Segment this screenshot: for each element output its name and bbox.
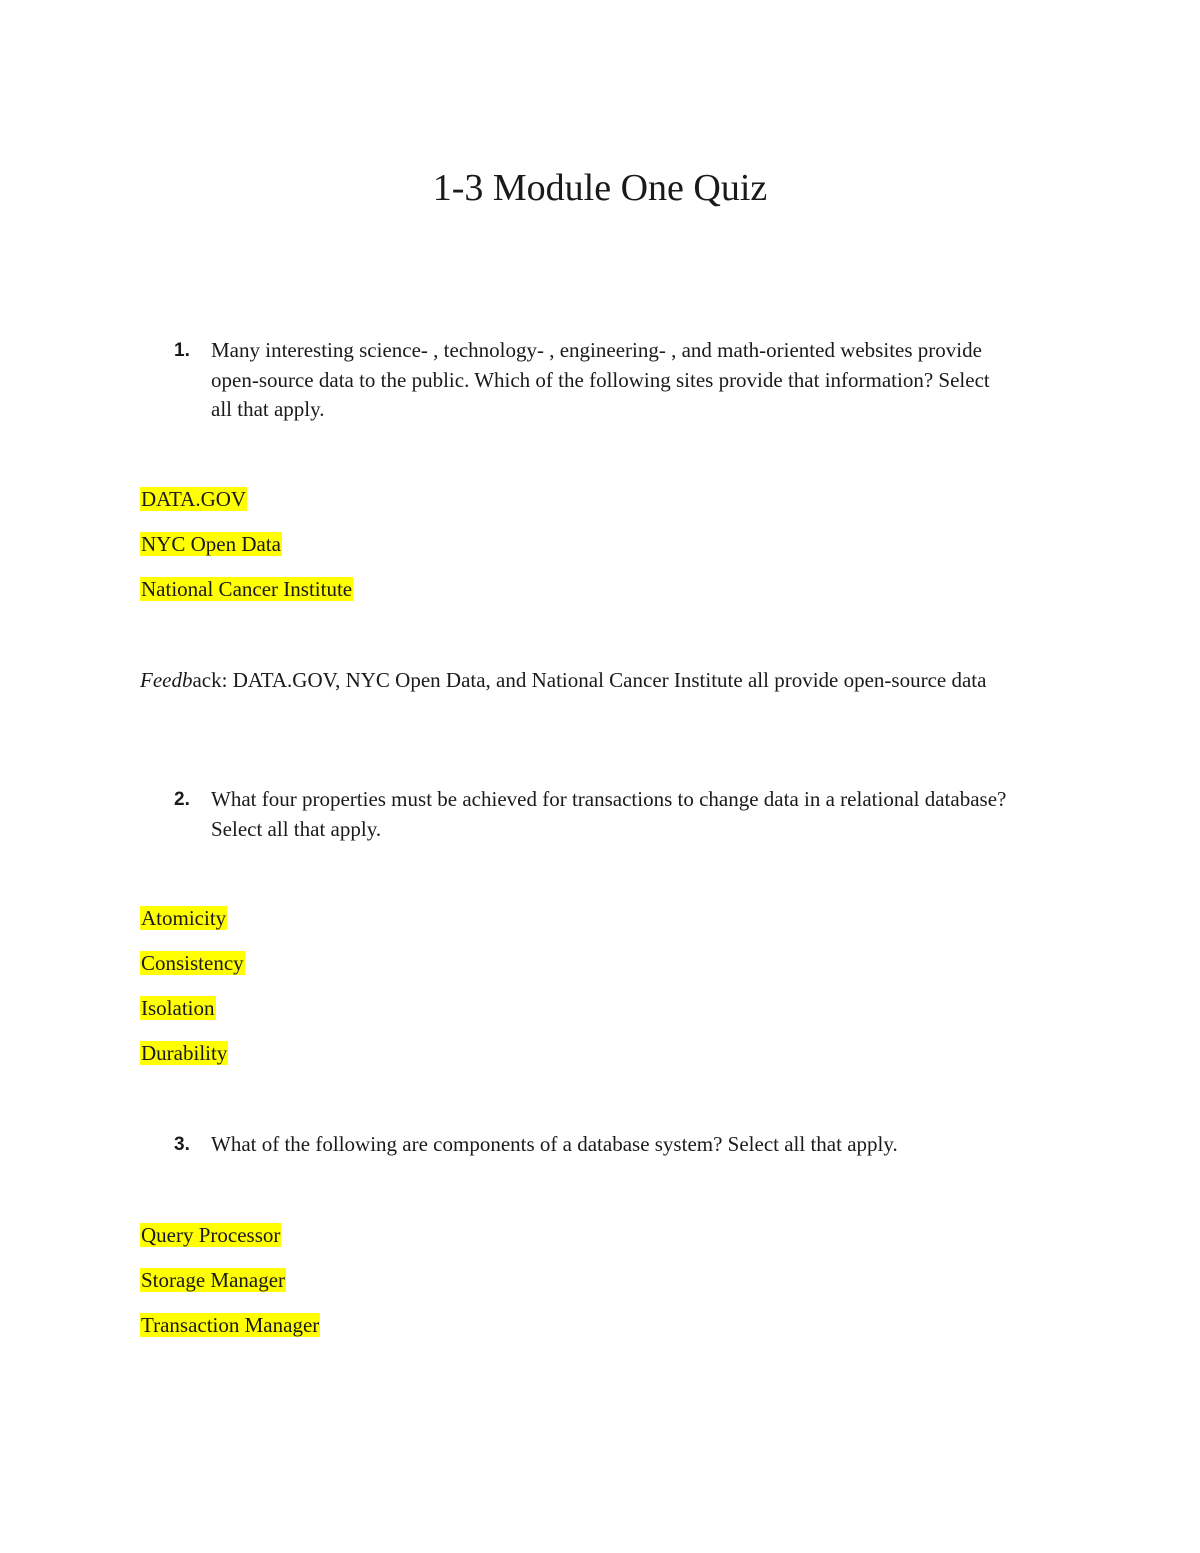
highlighted-answer: Query Processor: [141, 1223, 281, 1247]
answer-item: [140, 903, 227, 933]
highlighted-answer: Storage Manager: [141, 1268, 286, 1292]
highlighted-answer: Transaction Manager: [141, 1313, 320, 1337]
answer-item: [140, 529, 282, 559]
question-number: 3.: [174, 1134, 190, 1155]
answer-item: [140, 993, 216, 1023]
highlighted-answer: Atomicity: [141, 906, 227, 930]
feedback-label-italic: Feedb: [140, 668, 193, 692]
page-title: 1-3 Module One Quiz: [432, 167, 768, 209]
highlighted-answer: Durability: [141, 1041, 228, 1065]
feedback-label-rest: ack:: [192, 668, 233, 692]
highlighted-answer: DATA.GOV: [141, 487, 247, 511]
question-text: Many interesting science- , technology- , engineering- , and math-oriented websites provide open-source data to the public. Which of the following sites provide that information? Select all that apply.: [211, 338, 990, 421]
answer-item: [140, 1265, 286, 1295]
answer-item: [140, 484, 247, 514]
feedback-paragraph: [140, 665, 1060, 695]
highlighted-answer: NYC Open Data: [141, 532, 281, 556]
highlighted-answer: Consistency: [141, 951, 244, 975]
highlighted-answer: National Cancer Institute: [141, 577, 353, 601]
question-number: 1.: [174, 340, 190, 361]
highlighted-answer: Isolation: [141, 996, 215, 1020]
answer-item: [140, 1220, 281, 1250]
question-text: What four properties must be achieved for transactions to change data in a relational database? Select all that apply.: [211, 787, 1007, 841]
answer-item: [140, 948, 245, 978]
answer-item: [140, 1038, 228, 1068]
question-text: What of the following are components of a database system? Select all that apply.: [211, 1132, 898, 1156]
answer-item: [140, 574, 353, 604]
question-number: 2.: [174, 789, 190, 810]
answer-item: [140, 1310, 320, 1340]
feedback-text: DATA.GOV, NYC Open Data, and National Cancer Institute all provide open-source data: [232, 668, 987, 692]
